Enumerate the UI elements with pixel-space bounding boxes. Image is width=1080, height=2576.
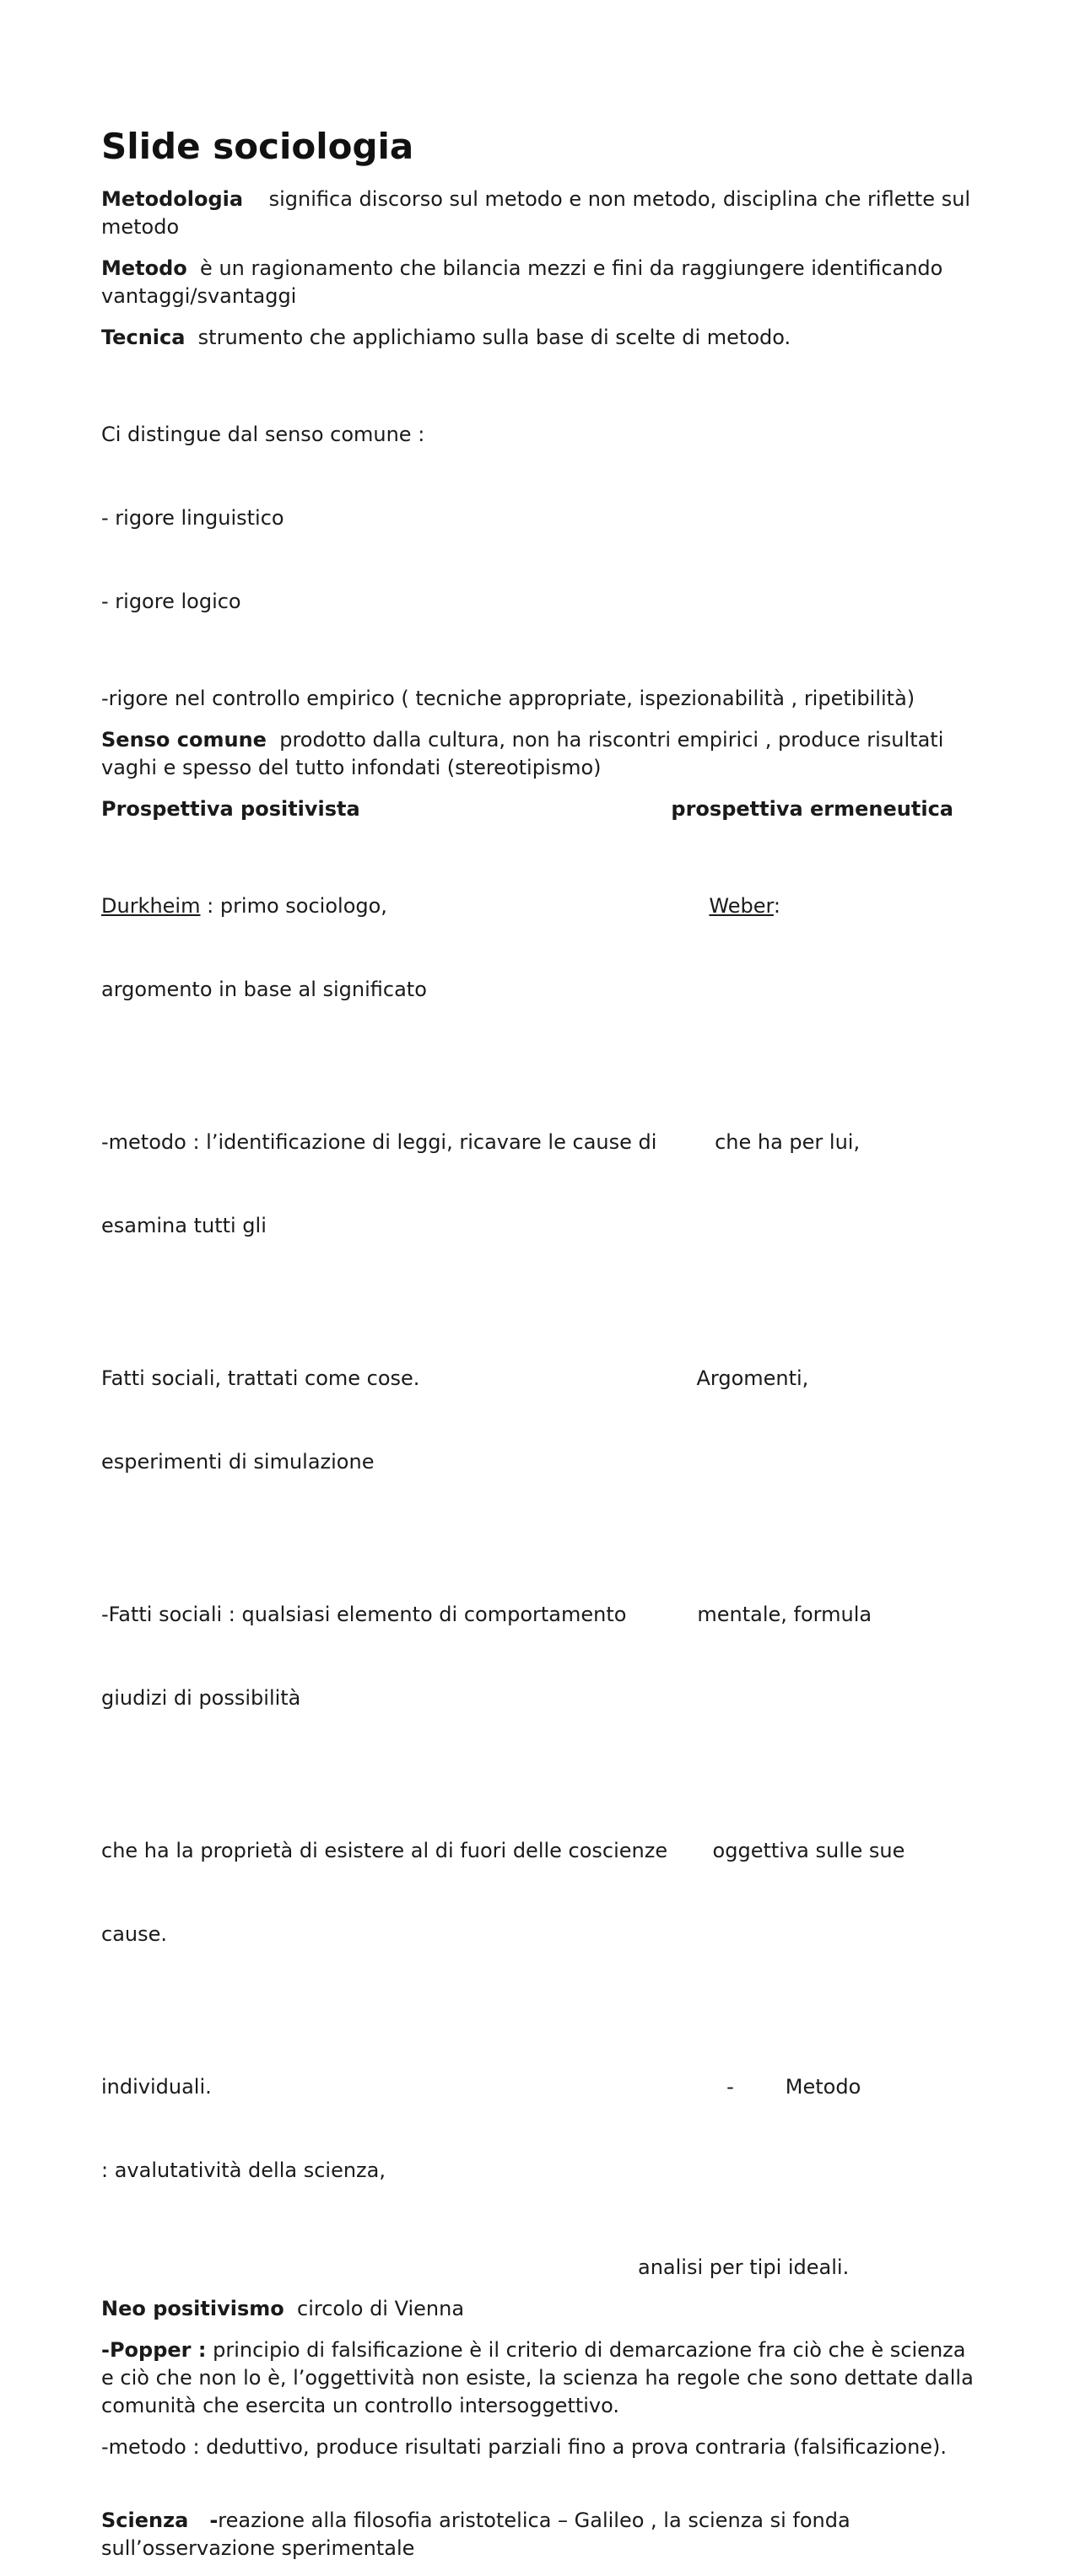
paragraph-senso-comune xyxy=(101,726,979,782)
row-durkheim xyxy=(101,837,979,1059)
document-page xyxy=(101,125,979,2576)
paragraph-popper-metodo: -metodo : deduttivo, produce risultati parziali fino a prova contraria (falsificazione). xyxy=(101,2435,948,2459)
text-popper: principio di falsificazione è il criterio di demarcazione fra ciò che è scienza e ciò che non lo è, l’oggettività non esiste, la scienza ha regole che sono dettate dalla comunità che esercita un controllo intersoggettivo. xyxy=(101,2338,980,2417)
weber-colon: : xyxy=(773,894,781,918)
row-tipi-ideali: analisi per tipi ideali. xyxy=(638,2255,850,2279)
list-senso-comune xyxy=(101,365,979,671)
term-tecnica: Tecnica xyxy=(101,326,186,349)
row-text: Fatti sociali, trattati come cose. Argomenti, xyxy=(101,1366,809,1390)
row-continuation: cause. xyxy=(101,1922,168,1946)
row-continuation: argomento in base al significato xyxy=(101,978,427,1001)
term-senso-comune: Senso comune xyxy=(101,728,267,752)
row-text: -Fatti sociali : qualsiasi elemento di comportamento mentale, formula xyxy=(101,1603,872,1626)
heading-ermeneutica: prospettiva ermeneutica xyxy=(671,797,953,821)
text-senso-comune: prodotto dalla cultura, non ha riscontri empirici , produce risultati vaghi e spesso del tutto infondati (stereotipismo) xyxy=(101,728,951,779)
paragraph-popper xyxy=(101,2336,979,2420)
list-item: -rigore nel controllo empirico ( tecniche appropriate, ispezionabilità , ripetibilità) xyxy=(101,687,915,710)
list-item: - rigore linguistico xyxy=(101,506,284,530)
row-individuali xyxy=(101,2018,979,2240)
term-scienza: Scienza xyxy=(101,2509,189,2532)
term-popper: -Popper : xyxy=(101,2338,207,2362)
term-metodologia: Metodologia xyxy=(101,187,244,211)
row-text: che ha la proprietà di esistere al di fuori delle coscienze oggettiva sulle sue xyxy=(101,1839,905,1862)
name-weber: Weber xyxy=(709,894,774,918)
text-tecnica: strumento che applichiamo sulla base di scelte di metodo. xyxy=(185,326,791,349)
heading-positivista: Prospettiva positivista xyxy=(101,797,360,821)
row-continuation: : avalutatività della scienza, xyxy=(101,2158,386,2182)
text-neo-positivismo: circolo di Vienna xyxy=(284,2297,465,2320)
row-text: -metodo : l’identificazione di leggi, ricavare le cause di che ha per lui, xyxy=(101,1130,861,1154)
row-text: individuali. - Metodo xyxy=(101,2075,861,2099)
paragraph-metodo xyxy=(101,255,979,310)
text-metodologia: significa discorso sul metodo e non metodo, disciplina che riflette sul metodo xyxy=(101,187,977,239)
row-proprieta xyxy=(101,1781,979,2004)
text-scienza: reazione alla filosofia aristotelica – Galileo , la scienza si fonda sull’osservazione sperimentale xyxy=(101,2509,857,2560)
list-intro: Ci distingue dal senso comune : xyxy=(101,423,425,446)
paragraph-metodologia xyxy=(101,186,979,241)
page-title: Slide sociologia xyxy=(101,126,414,167)
row-fatti-sociali xyxy=(101,1309,979,1532)
prospettive-header xyxy=(101,795,979,823)
row-continuation: esperimenti di simulazione xyxy=(101,1450,375,1474)
text-durkheim: : primo sociologo, xyxy=(200,894,710,918)
dash-scienza: - xyxy=(188,2509,219,2532)
term-metodo: Metodo xyxy=(101,256,187,280)
paragraph-scienza xyxy=(101,2507,979,2563)
term-neo-positivismo: Neo positivismo xyxy=(101,2297,284,2320)
paragraph-tecnica xyxy=(101,324,979,352)
list-item: - rigore logico xyxy=(101,590,241,613)
row-continuation: giudizi di possibilità xyxy=(101,1686,301,1710)
row-continuation: esamina tutti gli xyxy=(101,1214,267,1237)
name-durkheim: Durkheim xyxy=(101,894,201,918)
text-metodo: è un ragionamento che bilancia mezzi e fini da raggiungere identificando vantaggi/svantaggi xyxy=(101,256,949,308)
row-fatti-sociali-2 xyxy=(101,1545,979,1768)
row-metodo-leggi xyxy=(101,1073,979,1296)
paragraph-neo-positivismo xyxy=(101,2295,979,2323)
